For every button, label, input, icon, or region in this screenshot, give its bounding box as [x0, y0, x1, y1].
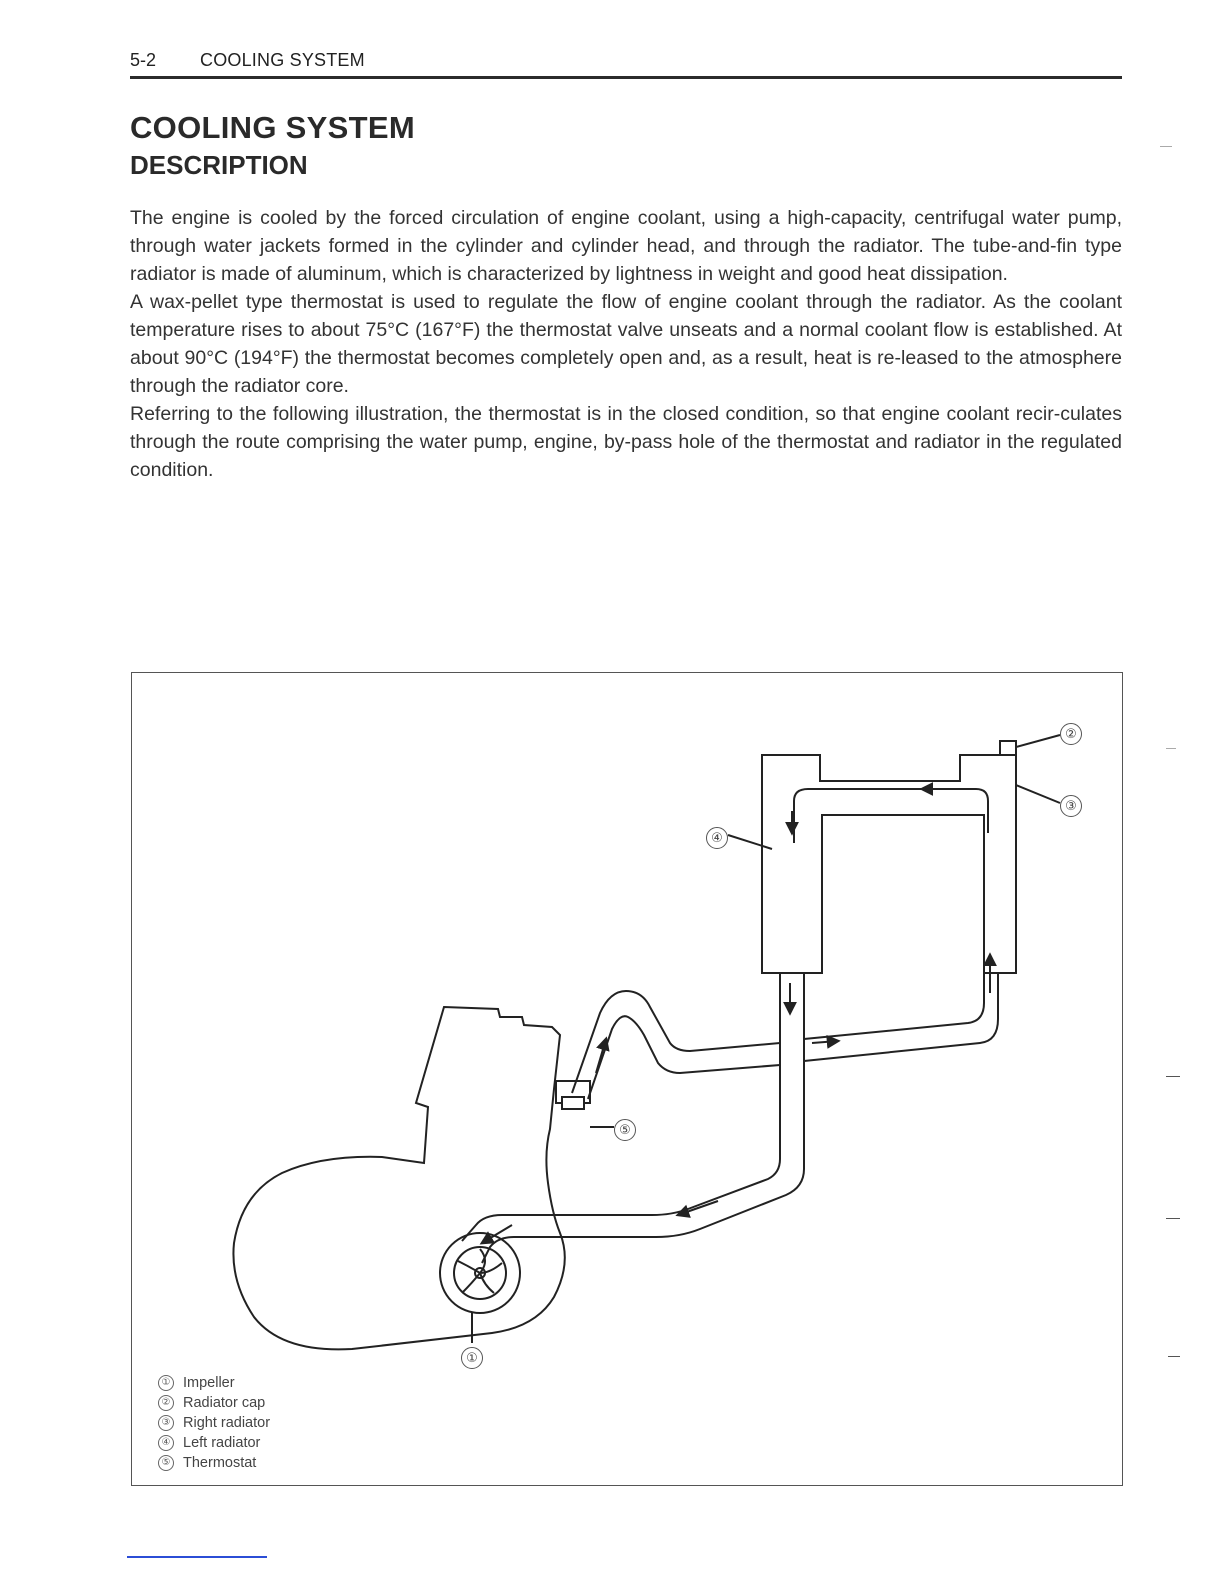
cooling-system-figure — [131, 672, 1123, 1486]
engine-block — [233, 1007, 564, 1349]
legend-number: ② — [158, 1395, 174, 1411]
legend-item — [158, 1373, 270, 1393]
paragraph-3: Referring to the following illustration, the thermostat is in the closed condition, so that engine coolant recir-culates through the route comprising the water pump, engine, by-pass hole of the thermostat and radiator in the regulated condition. — [130, 403, 1122, 481]
margin-mark — [1166, 1218, 1180, 1219]
figure-legend — [158, 1373, 270, 1473]
leader-3 — [1016, 785, 1060, 803]
paragraph-2: A wax-pellet type thermostat is used to regulate the flow of engine coolant through the radiator. As the coolant temperature rises to about 75°C (167°F) the thermostat valve unseats and a normal coolant flow is established. At about 90°C (194°F) the thermostat becomes completely open and, as a result, heat is re-leased to the atmosphere through the radiator core. — [130, 291, 1122, 397]
legend-number: ③ — [158, 1415, 174, 1431]
header-rule — [130, 76, 1122, 79]
legend-item — [158, 1433, 270, 1453]
running-section-title: COOLING SYSTEM — [200, 50, 365, 70]
leader-4 — [728, 835, 772, 849]
legend-item — [158, 1413, 270, 1433]
margin-mark — [1166, 748, 1176, 749]
legend-number: ⑤ — [158, 1455, 174, 1471]
callout-1: ① — [461, 1347, 483, 1369]
legend-item — [158, 1393, 270, 1413]
leader-2 — [1016, 735, 1060, 747]
legend-label: Right radiator — [183, 1415, 271, 1431]
callout-4: ④ — [706, 827, 728, 849]
running-header — [130, 48, 1122, 74]
callout-5: ⑤ — [614, 1119, 636, 1141]
radiator-cap — [1000, 741, 1016, 755]
page-title: COOLING SYSTEM — [130, 110, 415, 145]
legend-number: ④ — [158, 1435, 174, 1451]
section-subtitle: DESCRIPTION — [130, 150, 308, 180]
radiator-inlet-hose — [572, 955, 998, 1099]
callout-2: ② — [1060, 723, 1082, 745]
legend-label: Thermostat — [183, 1455, 257, 1471]
water-pump — [440, 1233, 520, 1313]
callout-3: ③ — [1060, 795, 1082, 817]
bottom-link-underline[interactable] — [127, 1556, 267, 1558]
legend-item — [158, 1453, 270, 1473]
legend-label: Radiator cap — [183, 1395, 266, 1411]
cooling-diagram — [132, 673, 1124, 1487]
paragraph-1: The engine is cooled by the forced circulation of engine coolant, using a high-capacity, centrifugal water pump, through water jackets formed in the cylinder and cylinder head, and through the radiator. The tube-and-fin type radiator is made of aluminum, which is characterized by lightness in weight and good heat dissipation. — [130, 207, 1122, 285]
legend-label: Left radiator — [183, 1435, 261, 1451]
page-number: 5-2 — [130, 50, 157, 70]
legend-label: Impeller — [183, 1375, 235, 1391]
margin-mark — [1168, 1356, 1180, 1357]
body-text — [130, 204, 1122, 484]
thermostat — [562, 1097, 584, 1109]
margin-mark — [1166, 1076, 1180, 1077]
legend-number: ① — [158, 1375, 174, 1391]
left-radiator — [762, 755, 1016, 973]
margin-mark — [1160, 146, 1172, 147]
